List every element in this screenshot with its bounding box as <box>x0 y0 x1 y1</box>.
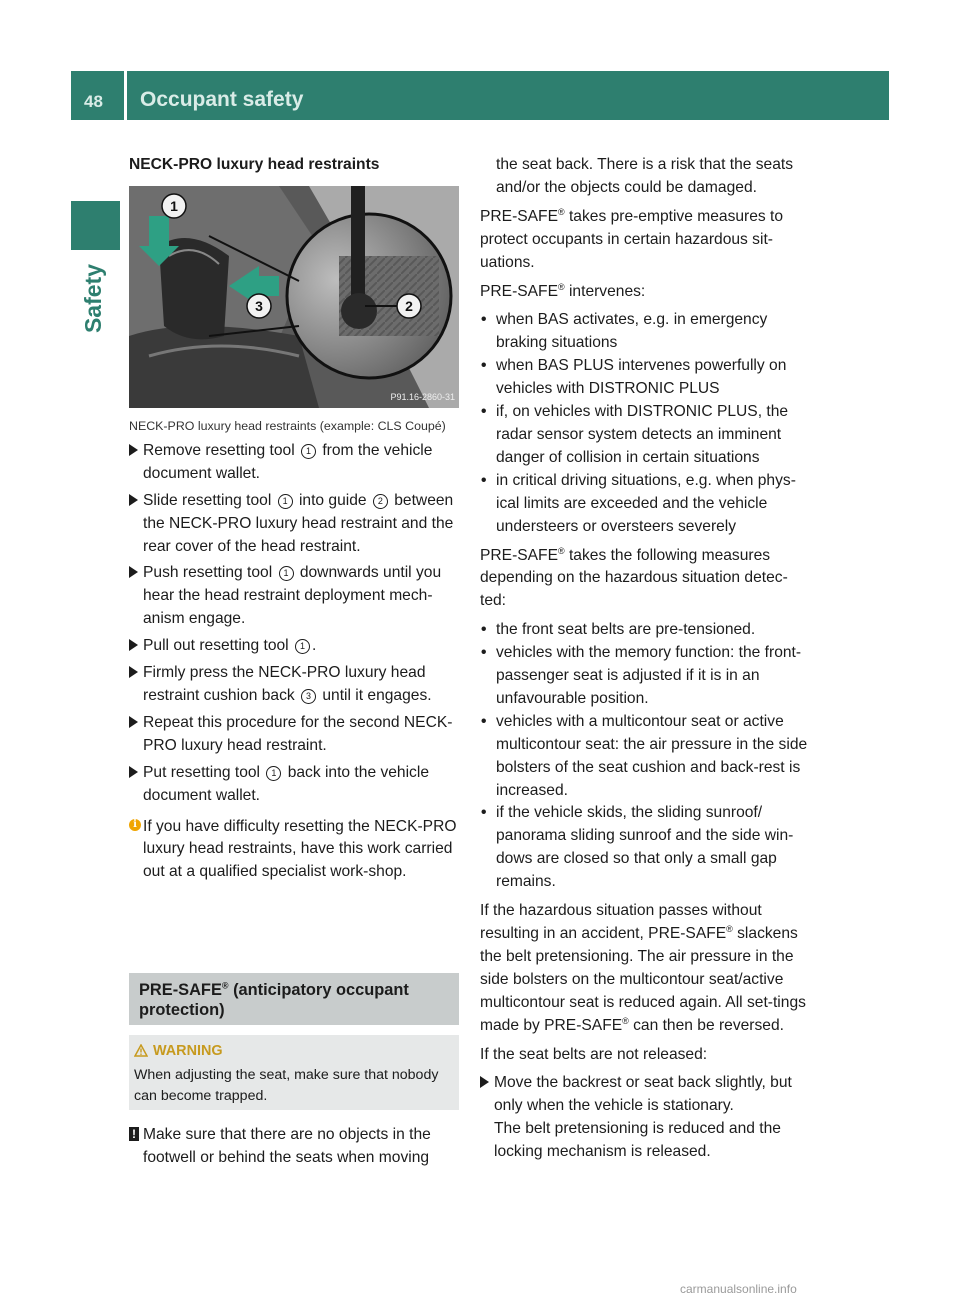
watermark: carmanualsonline.info <box>680 1282 797 1296</box>
intervene-list <box>480 309 813 538</box>
instruction-steps <box>129 440 461 808</box>
page-number: 48 <box>84 92 103 111</box>
bullet-item: • when BAS activates, e.g. in emergency braking situations <box>480 309 813 355</box>
info-note <box>129 816 461 885</box>
box-heading-rest: (anticipatory occupant protection) <box>139 981 409 1019</box>
measure-list <box>480 619 813 894</box>
final-step-result: The belt pretensioning is reduced and the locking mechanism is released. <box>494 1120 781 1161</box>
bullet-item: • when BAS PLUS intervenes powerfully on vehicles with DISTRONIC PLUS <box>480 355 813 401</box>
figure-caption: NECK-PRO luxury head restraints (example: CLS Coupé) <box>129 418 446 433</box>
callout-number: 1 <box>295 639 310 654</box>
exclamation-icon: ! <box>129 1127 139 1141</box>
bullet-item: • if, on vehicles with DISTRONIC PLUS, the radar sensor system detects an imminent danger of collision in certain situations <box>480 401 813 470</box>
figure-code: P91.16-2860-31 <box>390 391 455 402</box>
right-column <box>480 154 813 1168</box>
warning-triangle-icon <box>134 1044 148 1057</box>
warning-box <box>129 1035 459 1110</box>
svg-text:1: 1 <box>170 197 178 214</box>
instruction-step: Push resetting tool 1 downwards until you hear the head restraint deployment mech-anism engage. <box>129 562 461 631</box>
callout-number: 2 <box>373 494 388 509</box>
info-icon: i <box>129 819 141 831</box>
pre-safe-section-heading: PRE-SAFE® (anticipatory occupant protection) <box>129 973 459 1025</box>
head-restraint-illustration <box>129 186 459 408</box>
caution-note <box>129 1124 461 1170</box>
head-restraint-figure <box>129 186 459 408</box>
caution-text: Make sure that there are no objects in the footwell or behind the seats when moving <box>143 1126 431 1166</box>
pre-safe-intervenes: PRE-SAFE® intervenes: <box>480 281 646 300</box>
section-title: Occupant safety <box>140 88 304 111</box>
instruction-step: Firmly press the NECK-PRO luxury head restraint cushion back 3 until it engages. <box>129 662 461 708</box>
side-tab-marker <box>71 201 120 250</box>
instruction-step: Put resetting tool 1 back into the vehicle document wallet. <box>129 762 461 808</box>
warning-title: WARNING <box>153 1043 223 1059</box>
header-separator <box>124 71 127 120</box>
callout-number: 1 <box>301 444 316 459</box>
callout-number: 1 <box>266 766 281 781</box>
info-text: If you have difficulty resetting the NECK-PRO luxury head restraints, have this work carried out at a qualified specialist work-shop. <box>143 817 457 881</box>
bullet-item: • the front seat belts are pre-tensioned. <box>480 619 813 642</box>
slackens-paragraph: If the hazardous situation passes without resulting in an accident, PRE-SAFE® slackens the belt pretensioning. The air pressure in the side bolsters on the multicontour seat/active multicontour seat is reduced again. All set-tings made by PRE-SAFE® can then be reversed. <box>480 902 806 1034</box>
left-column <box>129 154 461 884</box>
svg-text:2: 2 <box>405 297 413 314</box>
callout-number: 1 <box>278 494 293 509</box>
pre-safe-measures: PRE-SAFE® takes the following measures depending on the hazardous situation detec-ted: <box>480 545 788 610</box>
section-heading: NECK-PRO luxury head restraints <box>129 156 380 173</box>
pre-safe-intro: PRE-SAFE® takes pre-emptive measures to protect occupants in certain hazardous sit-uations. <box>480 206 784 271</box>
instruction-step: Pull out resetting tool 1 . <box>129 635 461 658</box>
side-tab-label: Safety <box>80 264 106 334</box>
callout-number: 1 <box>279 566 294 581</box>
final-step: Move the backrest or seat back slightly, but only when the vehicle is stationary. The belt pretensioning is reduced and the locking mechanism is released. <box>480 1072 813 1164</box>
instruction-step: Slide resetting tool 1 into guide 2 between the NECK-PRO luxury head restraint and the rear cover of the head restraint. <box>129 490 461 559</box>
continued-text: the seat back. There is a risk that the seats and/or the objects could be damaged. <box>496 156 794 196</box>
bullet-item: • vehicles with a multicontour seat or active multicontour seat: the air pressure in the side bolsters of the seat cushion and back-rest is increased. <box>480 711 813 803</box>
svg-text:3: 3 <box>255 297 263 314</box>
box-heading-main: PRE-SAFE <box>139 981 222 999</box>
instruction-step: Repeat this procedure for the second NECK-PRO luxury head restraint. <box>129 712 461 758</box>
warning-text: When adjusting the seat, make sure that nobody can become trapped. <box>134 1067 439 1104</box>
instruction-step: Remove resetting tool 1 from the vehicle document wallet. <box>129 440 461 486</box>
callout-number: 3 <box>301 689 316 704</box>
bullet-item: • if the vehicle skids, the sliding sunroof/ panorama sliding sunroof and the side win-dows are closed so that only a small gap remains. <box>480 802 813 894</box>
bullet-item: • in critical driving situations, e.g. when phys-ical limits are exceeded and the vehicle understeers or oversteers severely <box>480 470 813 539</box>
not-released-text: If the seat belts are not released: <box>480 1045 708 1063</box>
bullet-item: • vehicles with the memory function: the front-passenger seat is adjusted if it is in an unfavourable position. <box>480 642 813 711</box>
